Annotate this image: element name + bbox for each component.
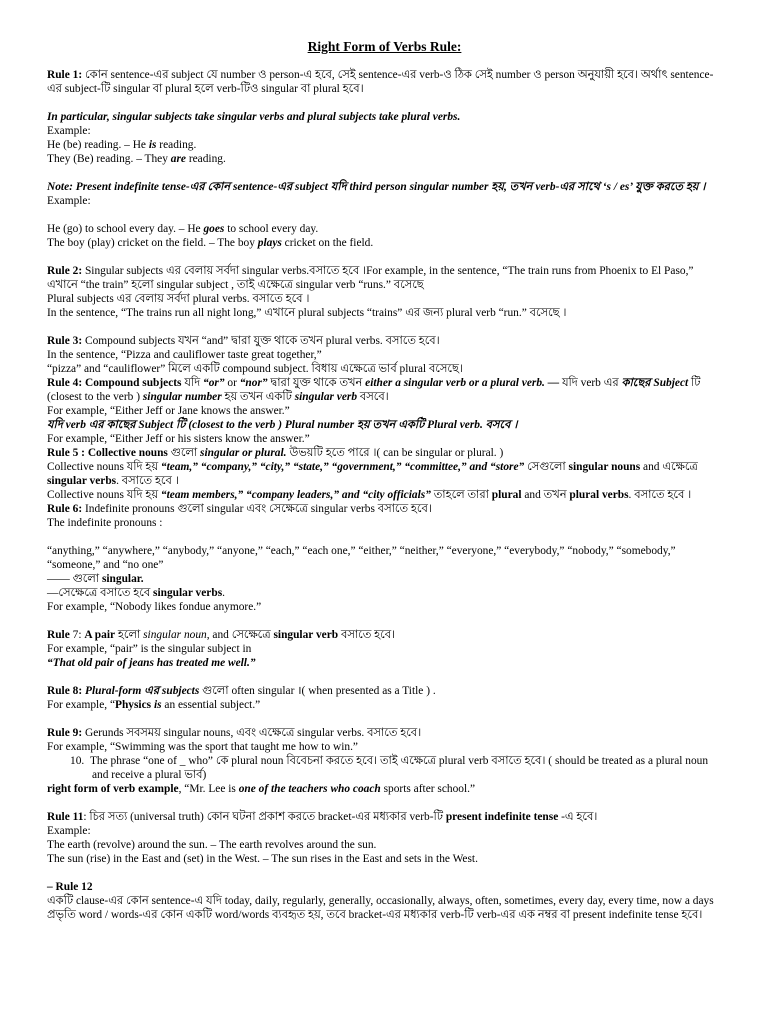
rule-1-example-1: He (be) reading. – He is reading. (47, 139, 197, 151)
page-title: Right Form of Verbs Rule: (307, 39, 462, 54)
rule-6-line-4: —— গুলো singular. (47, 573, 144, 585)
note-example-2: The boy (play) cricket on the field. – The boy plays cricket on the field. (47, 237, 374, 249)
rule-2-line-3: In the sentence, “The trains run all night long,” এখানে plural subjects “trains” এর জন্য plural verb “run.” বসেছে । (47, 307, 567, 319)
rule-11-example-1: The earth (revolve) around the sun. – The earth revolves around the sun. (47, 839, 377, 851)
rule-1-text: কোন sentence-এর subject যে number ও person-এ হবে, সেই sentence-এর verb-ও ঠিক সেই number ও person অনুযায়ী হবে। অর্থাৎ sentence-এর subject-টি singular বা plural হলে verb-টিও singular বা plural হবে। (47, 69, 714, 95)
rule-1-emphasis: In particular, singular subjects take singular verbs and plural subjects take plural verbs. (47, 111, 461, 123)
rule-2-line-2: Plural subjects এর বেলায় সর্বদা plural verbs. বসাতে হবে । (47, 293, 310, 305)
rule-5: Rule 5 : Collective nouns গুলো singular or plural. উভয়টি হতে পারে ।( can be singular or plural. ) (47, 447, 504, 459)
rule-12-label: – Rule 12 (47, 881, 93, 893)
note-example-1: He (go) to school every day. – He goes to school every day. (47, 223, 319, 235)
rule-10-example: right form of verb example, “Mr. Lee is one of the teachers who coach sports after school.” (47, 783, 476, 795)
rule-4-example-2: For example, “Either Jeff or his sisters know the answer.” (47, 433, 310, 445)
rule-1-label: Rule 1: (47, 69, 83, 81)
rule-11-example-2: The sun (rise) in the East and (set) in the West. – The sun rises in the East and sets in the West. (47, 853, 478, 865)
rule-6-line-5: —সেক্ষেত্রে বসাতে হবে singular verbs. (47, 587, 225, 599)
rule-4: Rule 4: Compound subjects যদি “or” or “nor” দ্বারা যুক্ত থাকে তখন either a singular verb or a plural verb. — যদি verb এর কাছের Subject টি (closest to the verb ) singular number হয় তখন একটি singular verb বসবে। (47, 377, 701, 403)
rule-3: Rule 3: Compound subjects যখন “and” দ্বারা যুক্ত থাকে তখন plural verbs. বসাতে হবে। (47, 335, 440, 347)
rule-7-line-3: “That old pair of jeans has treated me well.” (47, 657, 256, 669)
rule-12-text: একটি clause-এর কোন sentence-এ যদি today, daily, regularly, generally, occasionally, always, often, sometimes, every day, every time, now a days প্রভৃতি word / words-এর কোন একটি word/words ব্যবহৃত হয়, তবে bracket-এর মধ্যকার verb-টি verb-এর এক নম্বর বা present indefinite tense হবে। (47, 895, 714, 921)
rule-3-line-3: “pizza” and “cauliflower” মিলে একটি compound subject. বিধায় এক্ষেত্রে ভার্ব plural বসেছে। (47, 363, 463, 375)
rule-2: Rule 2: Singular subjects এর বেলায় সর্বদা singular verbs.বসাতে হবে ।For example, in the sentence, “The train runs from Phoenix to El Paso,” এখানে “the train” হলো singular subject , তাই এক্ষেত্রে singular verb “runs.” বসেছে (47, 265, 694, 291)
rule-3-line-2: In the sentence, “Pizza and cauliflower taste great together,” (47, 349, 322, 361)
rule-11: Rule 11: চির সত্য (universal truth) কোন ঘটনা প্রকাশ করতে bracket-এর মধ্যকার verb-টি present indefinite tense -এ হবে। (47, 811, 598, 823)
rule-5-line-3: Collective nouns যদি হয় “team members,” “company leaders,” and “city officials” তাহলে তারা plural and তখন plural verbs. বসাতে হবে । (47, 489, 692, 501)
rule-7-line-2: For example, “pair” is the singular subject in (47, 643, 252, 655)
rule-8-example: For example, “Physics is an essential subject.” (47, 699, 261, 711)
rule-9: Rule 9: Gerunds সবসময় singular nouns, এবং এক্ষেত্রে singular verbs. বসাতে হবে। (47, 727, 422, 739)
note-text: Note: Present indefinite tense-এর কোন sentence-এর subject যদি third person singular number হয়, তখন verb-এর সাথে ‘s / es’ যুক্ত করতে হয় । (47, 181, 706, 193)
rule-6-pronoun-list: “anything,” “anywhere,” “anybody,” “anyone,” “each,” “each one,” “either,” “neither,” “everyone,” “everybody,” “nobody,” “somebody,” “someone,” and “no one” (47, 545, 676, 571)
rule-1 (47, 68, 722, 96)
rule-6: Rule 6: Indefinite pronouns গুলো singular এবং সেক্ষেত্রে singular verbs বসাতে হবে। (47, 503, 432, 515)
rule-6-line-2: The indefinite pronouns : (47, 517, 163, 529)
rule-5-line-2: Collective nouns যদি হয় “team,” “company,” “city,” “state,” “government,” “committee,” and “store” সেগুলো singular nouns and এক্ষেত্রে singular verbs. বসাতে হবে । (47, 461, 698, 487)
rule-1-example-label: Example: (47, 125, 91, 137)
rule-10-item: 10. The phrase “one of _ who” কে plural noun বিবেচনা করতে হবে। তাই এক্ষেত্রে plural verb বসাতে হবে। ( should be treated as a plural noun and receive a plural ভার্ব) (70, 755, 709, 781)
rule-9-example: For example, “Swimming was the sport that taught me how to win.” (47, 741, 358, 753)
rule-1-example-2: They (Be) reading. – They are reading. (47, 153, 226, 165)
rule-4-plural-line: যদি verb এর কাছের Subject টি (closest to the verb ) Plural number হয় তখন একটি Plural verb. বসবে । (47, 419, 518, 431)
rule-8: Rule 8: Plural-form এর subjects গুলো often singular ।( when presented as a Title ) . (47, 685, 436, 697)
rule-11-example-label: Example: (47, 825, 91, 837)
rule-4-example-1: For example, “Either Jeff or Jane knows the answer.” (47, 405, 290, 417)
rule-7: Rule 7: A pair হলো singular noun, and সেক্ষেত্রে singular verb বসাতে হবে। (47, 629, 396, 641)
note-example-label: Example: (47, 195, 91, 207)
rule-6-example: For example, “Nobody likes fondue anymore.” (47, 601, 262, 613)
